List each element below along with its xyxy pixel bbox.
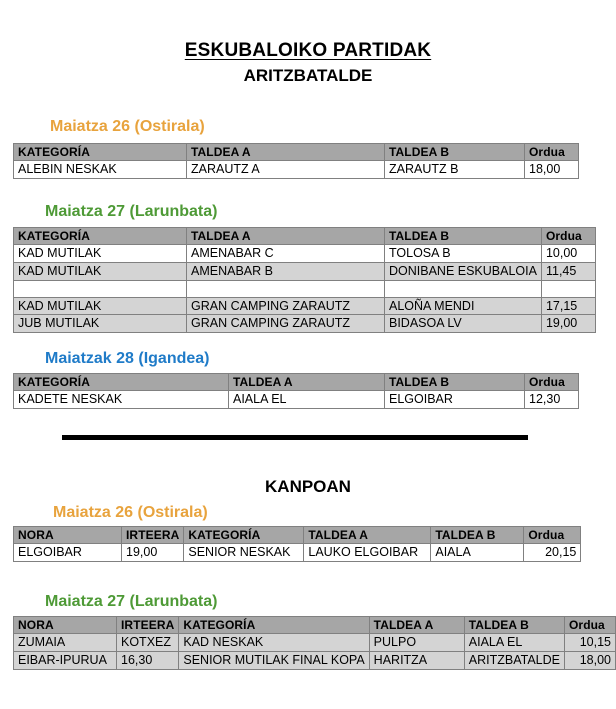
cell-kategoria: SENIOR MUTILAK FINAL KOPA: [179, 651, 369, 669]
table-header-row: [14, 374, 579, 391]
away-section-title: KANPOAN: [265, 477, 351, 496]
column-header-taldea-b: TALDEA B: [431, 527, 524, 544]
home-day1-heading: Maiatza 26 (Ostirala): [50, 118, 205, 135]
cell-taldea-a: LAUKO ELGOIBAR: [304, 544, 431, 562]
cell-taldea-a: HARITZA: [369, 651, 464, 669]
cell-taldea-b: TOLOSA B: [385, 245, 542, 263]
column-header-taldea-b: TALDEA B: [385, 374, 525, 391]
cell-ordua: 12,30: [525, 391, 579, 409]
column-header-taldea-a: TALDEA A: [369, 617, 464, 634]
cell-kategoria: KAD MUTILAK: [14, 262, 187, 280]
cell-ordua: 17,15: [541, 297, 595, 315]
table-row: [14, 634, 616, 652]
table-row: [14, 391, 579, 409]
column-header-taldea-a: TALDEA A: [304, 527, 431, 544]
column-header-ordua: Ordua: [525, 374, 579, 391]
cell-kategoria: JUB MUTILAK: [14, 315, 187, 333]
table-row: [14, 245, 596, 263]
table-header-row: [14, 527, 581, 544]
column-header-ordua: Ordua: [524, 527, 581, 544]
cell-kategoria: [14, 280, 187, 297]
column-header-taldea-a: TALDEA A: [229, 374, 385, 391]
home-day1-table: [13, 143, 579, 179]
cell-taldea-b: ELGOIBAR: [385, 391, 525, 409]
cell-taldea-b: ALOÑA MENDI: [385, 297, 542, 315]
away-day1-table-wrapper: [13, 526, 581, 562]
cell-nora: ELGOIBAR: [14, 544, 122, 562]
home-day1-table-wrapper: [13, 143, 579, 179]
column-header-nora: NORA: [14, 527, 122, 544]
column-header-kategoria: KATEGORÍA: [14, 374, 229, 391]
cell-nora: EIBAR-IPURUA: [14, 651, 117, 669]
cell-irteera: KOTXEZ: [117, 634, 179, 652]
cell-kategoria: ALEBIN NESKAK: [14, 161, 187, 179]
cell-taldea-a: [187, 280, 385, 297]
table-row: [14, 262, 596, 280]
cell-kategoria: SENIOR NESKAK: [184, 544, 304, 562]
column-header-kategoria: KATEGORÍA: [179, 617, 369, 634]
cell-ordua: 18,00: [525, 161, 579, 179]
document-title: [0, 0, 616, 62]
home-day2-table: [13, 227, 596, 333]
column-header-taldea-b: TALDEA B: [385, 228, 542, 245]
away-day1-table: [13, 526, 581, 562]
cell-taldea-a: AMENABAR C: [187, 245, 385, 263]
cell-taldea-b: AIALA: [431, 544, 524, 562]
cell-kategoria: KAD MUTILAK: [14, 297, 187, 315]
home-day3-table: [13, 373, 579, 409]
column-header-kategoria: KATEGORÍA: [14, 144, 187, 161]
cell-taldea-b: ARITZBATALDE: [464, 651, 564, 669]
table-header-row: [14, 617, 616, 634]
cell-taldea-a: AMENABAR B: [187, 262, 385, 280]
home-day3-heading: Maiatzak 28 (Igandea): [45, 350, 210, 367]
column-header-ordua: Ordua: [564, 617, 615, 634]
away-day2-heading: Maiatza 27 (Larunbata): [45, 593, 218, 610]
table-header-row: [14, 144, 579, 161]
column-header-nora: NORA: [14, 617, 117, 634]
cell-ordua: [541, 280, 595, 297]
cell-taldea-b: [385, 280, 542, 297]
cell-taldea-b: ZARAUTZ B: [385, 161, 525, 179]
column-header-ordua: Ordua: [525, 144, 579, 161]
cell-ordua: 19,00: [541, 315, 595, 333]
document-subtitle: ARITZBATALDE: [243, 65, 373, 85]
cell-ordua: 10,00: [541, 245, 595, 263]
section-divider: [62, 435, 528, 440]
cell-kategoria: KAD NESKAK: [179, 634, 369, 652]
cell-nora: ZUMAIA: [14, 634, 117, 652]
home-day2-table-wrapper: [13, 227, 596, 333]
column-header-ordua: Ordua: [541, 228, 595, 245]
document-title-main: ESKUBALOIKO PARTIDAK: [184, 40, 432, 61]
home-day3-table-wrapper: [13, 373, 579, 409]
cell-taldea-a: GRAN CAMPING ZARAUTZ: [187, 315, 385, 333]
table-row: [14, 651, 616, 669]
column-header-taldea-a: TALDEA A: [187, 144, 385, 161]
column-header-irteera: IRTEERA: [117, 617, 179, 634]
cell-taldea-a: PULPO: [369, 634, 464, 652]
column-header-taldea-a: TALDEA A: [187, 228, 385, 245]
table-row: [14, 297, 596, 315]
cell-taldea-a: ZARAUTZ A: [187, 161, 385, 179]
table-row-empty: [14, 280, 596, 297]
cell-irteera: 16,30: [117, 651, 179, 669]
home-day2-heading: Maiatza 27 (Larunbata): [45, 203, 218, 220]
table-row: [14, 544, 581, 562]
cell-taldea-b: DONIBANE ESKUBALOIA: [385, 262, 542, 280]
cell-taldea-a: AIALA EL: [229, 391, 385, 409]
cell-ordua: 11,45: [541, 262, 595, 280]
cell-taldea-b: AIALA EL: [464, 634, 564, 652]
cell-kategoria: KAD MUTILAK: [14, 245, 187, 263]
column-header-irteera: IRTEERA: [122, 527, 184, 544]
cell-taldea-b: BIDASOA LV: [385, 315, 542, 333]
cell-kategoria: KADETE NESKAK: [14, 391, 229, 409]
away-day2-table: [13, 616, 616, 670]
column-header-kategoria: KATEGORÍA: [14, 228, 187, 245]
cell-ordua: 20,15: [524, 544, 581, 562]
cell-ordua: 10,15: [564, 634, 615, 652]
table-row: [14, 315, 596, 333]
column-header-kategoria: KATEGORÍA: [184, 527, 304, 544]
column-header-taldea-b: TALDEA B: [464, 617, 564, 634]
away-day1-heading: Maiatza 26 (Ostirala): [53, 504, 208, 521]
column-header-taldea-b: TALDEA B: [385, 144, 525, 161]
cell-taldea-a: GRAN CAMPING ZARAUTZ: [187, 297, 385, 315]
table-header-row: [14, 228, 596, 245]
table-row: [14, 161, 579, 179]
cell-irteera: 19,00: [122, 544, 184, 562]
away-day2-table-wrapper: [13, 616, 616, 670]
cell-ordua: 18,00: [564, 651, 615, 669]
